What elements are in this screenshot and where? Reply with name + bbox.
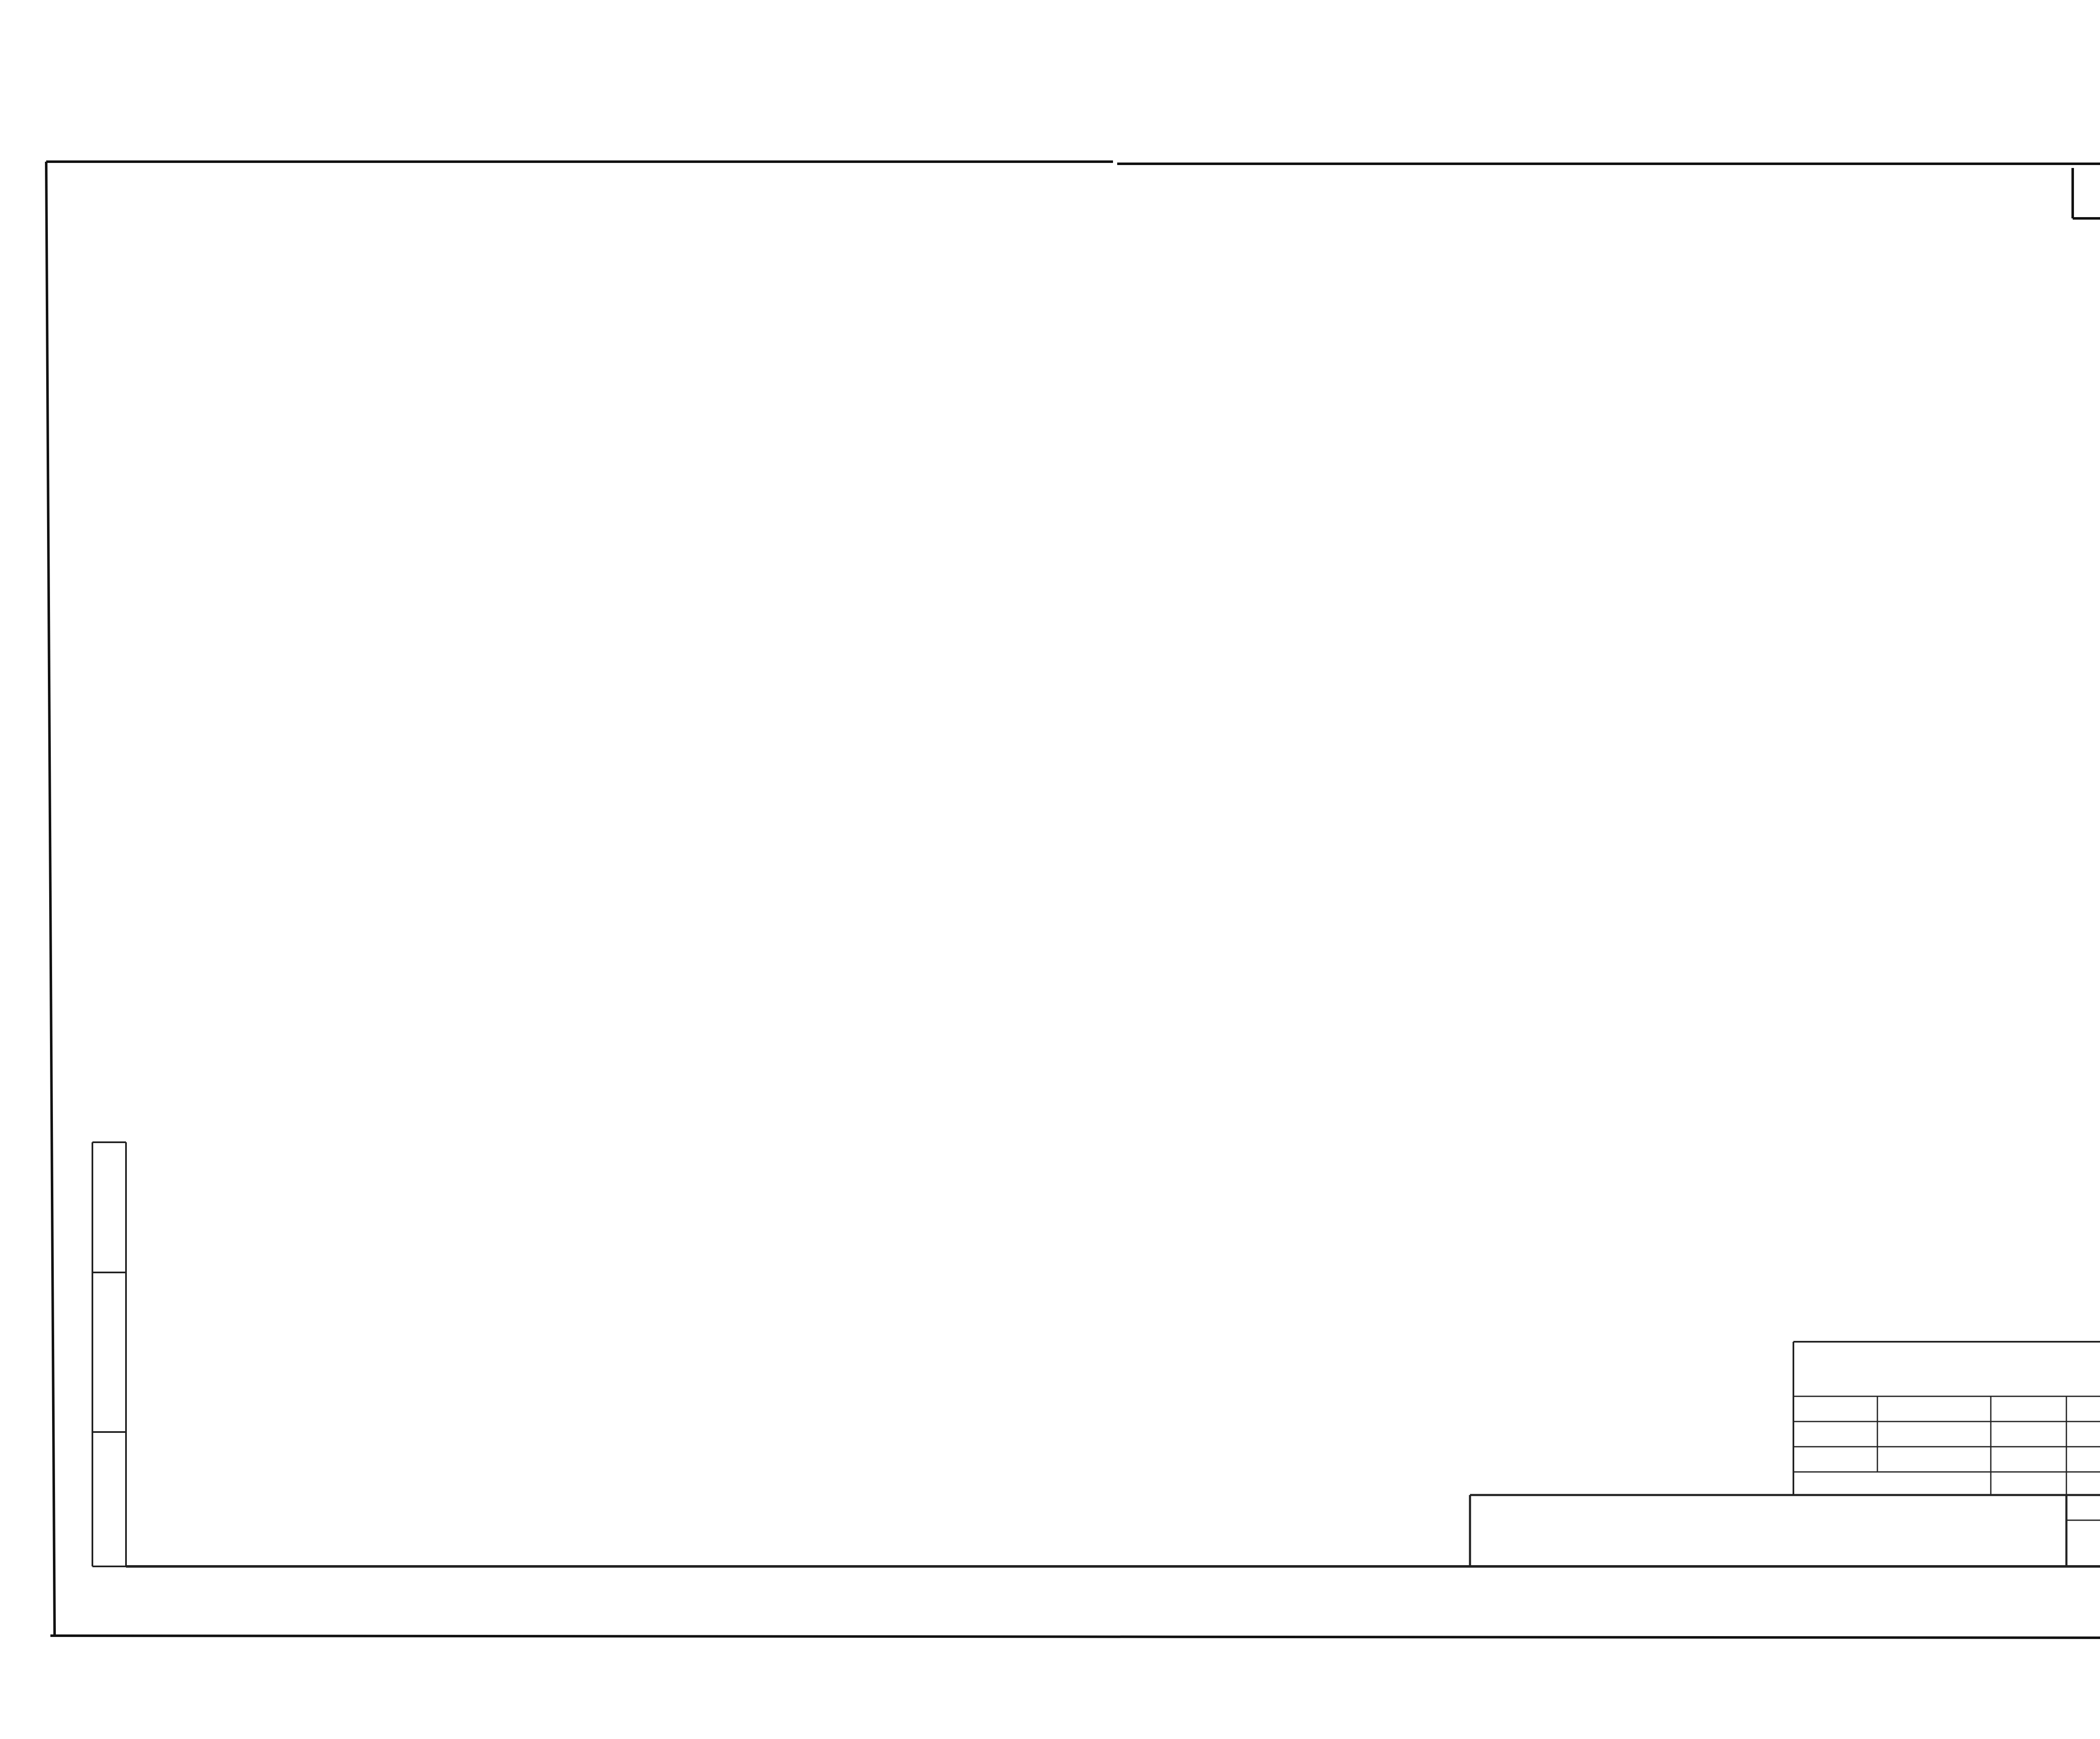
title-block: [126, 1342, 2100, 1566]
outer-frame: [46, 162, 2100, 1638]
left-stamp-strip: [92, 1142, 126, 1566]
